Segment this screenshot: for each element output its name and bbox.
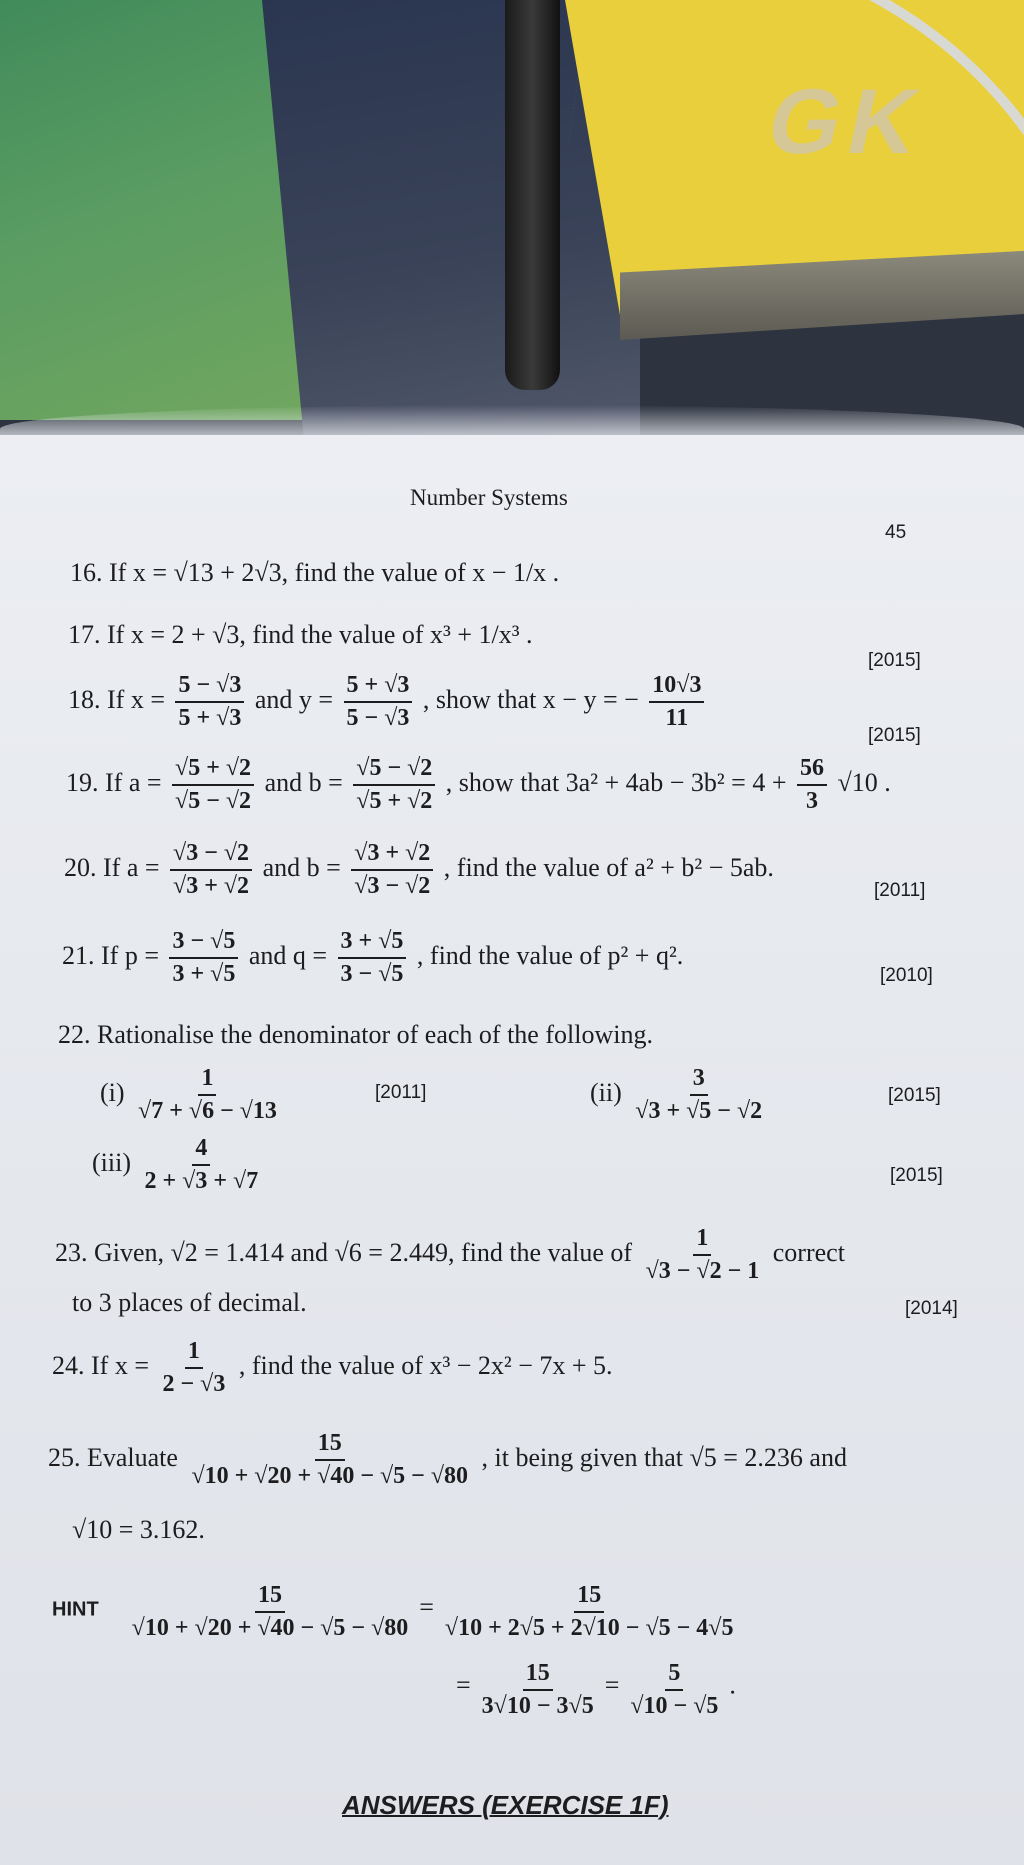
numerator: 3 + √5 bbox=[338, 928, 407, 959]
denominator: 11 bbox=[665, 705, 689, 731]
subquestion-iii bbox=[92, 1135, 265, 1195]
fraction bbox=[479, 1660, 597, 1720]
numerator: √3 + √2 bbox=[351, 840, 433, 871]
page-number: 45 bbox=[885, 522, 907, 543]
question-23 bbox=[55, 1225, 845, 1285]
fraction bbox=[169, 928, 238, 988]
denominator: 2 + √3 + √7 bbox=[144, 1168, 259, 1194]
denominator: √10 + √20 + √40 − √5 − √80 bbox=[131, 1615, 409, 1641]
question-number: 18. bbox=[68, 684, 101, 714]
denominator: √10 − √5 bbox=[630, 1693, 719, 1719]
numerator: √5 − √2 bbox=[353, 755, 435, 786]
question-text: If a = bbox=[105, 767, 162, 797]
year-tag: [2014] bbox=[905, 1298, 958, 1319]
numerator: 5 + √3 bbox=[344, 672, 413, 703]
numerator: 5 − √3 bbox=[175, 672, 244, 703]
question-17 bbox=[68, 620, 533, 650]
equals-sign: = bbox=[419, 1592, 434, 1622]
question-text: and b = bbox=[264, 767, 343, 797]
denominator: √10 + 2√5 + 2√10 − √5 − 4√5 bbox=[444, 1615, 734, 1641]
hint-label: HINT bbox=[52, 1598, 99, 1621]
question-23-line2: to 3 places of decimal. bbox=[72, 1288, 307, 1317]
question-25 bbox=[48, 1430, 847, 1490]
fraction bbox=[159, 1338, 228, 1398]
question-text: Given, √2 = 1.414 and √6 = 2.449, find the value of bbox=[94, 1237, 633, 1267]
fraction bbox=[135, 1065, 280, 1125]
question-text: If p = bbox=[101, 940, 159, 970]
year-tag: [2010] bbox=[880, 965, 933, 986]
question-text: and b = bbox=[262, 852, 341, 882]
denominator: 5 − √3 bbox=[346, 705, 410, 731]
numerator: √5 + √2 bbox=[172, 755, 254, 786]
question-24 bbox=[52, 1338, 613, 1398]
subquestion-i bbox=[100, 1065, 284, 1125]
question-number: 22. bbox=[58, 1020, 91, 1049]
question-text: If x = 2 + √3, find the value of x³ + 1/x³ . bbox=[107, 620, 533, 649]
question-22 bbox=[58, 1020, 653, 1050]
hint-line-2 bbox=[456, 1660, 736, 1720]
denominator: 3 bbox=[806, 788, 819, 814]
numerator: 56 bbox=[797, 755, 827, 786]
question-text: If x = bbox=[91, 1350, 149, 1380]
question-16 bbox=[70, 558, 559, 588]
question-text: If x = √13 + 2√3, find the value of x − 1/x . bbox=[109, 558, 560, 587]
denominator: 3√10 − 3√5 bbox=[481, 1693, 594, 1719]
denominator: √5 + √2 bbox=[356, 788, 433, 814]
denominator: 3 − √5 bbox=[340, 961, 404, 987]
period: . bbox=[729, 1670, 736, 1700]
numerator: 1 bbox=[198, 1065, 216, 1096]
year-tag: [2011] bbox=[874, 880, 926, 901]
denominator: √3 + √2 bbox=[173, 873, 250, 899]
numerator: √3 − √2 bbox=[170, 840, 252, 871]
question-number: 21. bbox=[62, 940, 95, 970]
book-logo: GK bbox=[759, 71, 935, 173]
question-text: , show that x − y = − bbox=[422, 684, 639, 714]
numerator: 15 bbox=[255, 1582, 285, 1613]
question-text: If a = bbox=[103, 852, 160, 882]
numerator: 1 bbox=[693, 1225, 711, 1256]
numerator: 4 bbox=[192, 1135, 210, 1166]
equals-sign: = bbox=[456, 1670, 471, 1700]
subquestion-label: (i) bbox=[100, 1077, 125, 1107]
equals-sign: = bbox=[604, 1670, 620, 1700]
fraction bbox=[172, 755, 254, 815]
subquestion-ii bbox=[590, 1065, 769, 1125]
question-text: , it being given that √5 = 2.236 and bbox=[481, 1442, 847, 1472]
fraction bbox=[344, 672, 413, 732]
numerator: 3 − √5 bbox=[169, 928, 238, 959]
numerator: 15 bbox=[523, 1660, 553, 1691]
page-header-title: Number Systems bbox=[410, 485, 568, 510]
subquestion-label: (iii) bbox=[92, 1147, 131, 1177]
question-text: and q = bbox=[248, 940, 328, 970]
question-text: Rationalise the denominator of each of the following. bbox=[97, 1020, 653, 1049]
fraction bbox=[649, 672, 704, 732]
numerator: 5 bbox=[665, 1660, 683, 1691]
fraction bbox=[643, 1225, 763, 1285]
question-text: √10 . bbox=[837, 767, 891, 797]
fraction bbox=[175, 672, 244, 732]
numerator: 3 bbox=[690, 1065, 708, 1096]
fraction bbox=[797, 755, 827, 815]
numerator: 10√3 bbox=[649, 672, 704, 703]
year-tag: [2015] bbox=[868, 650, 921, 671]
question-20 bbox=[64, 840, 774, 900]
question-25-line2: √10 = 3.162. bbox=[72, 1515, 205, 1544]
numerator: 1 bbox=[185, 1338, 203, 1369]
answers-heading: ANSWERS (EXERCISE 1F) bbox=[342, 1790, 669, 1820]
fraction bbox=[338, 928, 407, 988]
question-text: , find the value of p² + q². bbox=[416, 940, 684, 970]
question-number: 24. bbox=[52, 1350, 85, 1380]
fraction bbox=[442, 1582, 737, 1642]
year-tag: [2015] bbox=[888, 1085, 941, 1106]
subquestion-label: (ii) bbox=[590, 1077, 622, 1107]
question-18 bbox=[68, 672, 708, 732]
question-text: , show that 3a² + 4ab − 3b² = 4 + bbox=[445, 767, 787, 797]
question-number: 19. bbox=[66, 767, 99, 797]
fraction bbox=[627, 1660, 721, 1720]
question-number: 17. bbox=[68, 620, 101, 649]
denominator: √7 + √6 − √13 bbox=[138, 1098, 277, 1124]
question-text: If x = bbox=[107, 684, 165, 714]
question-text: , find the value of x³ − 2x² − 7x + 5. bbox=[238, 1350, 613, 1380]
denominator: √5 − √2 bbox=[175, 788, 252, 814]
hint-line-1 bbox=[52, 1582, 740, 1642]
denominator: 2 − √3 bbox=[162, 1371, 226, 1397]
denominator: √3 − √2 bbox=[354, 873, 431, 899]
numerator: 15 bbox=[315, 1430, 345, 1461]
denominator: √3 + √5 − √2 bbox=[635, 1098, 763, 1124]
fraction bbox=[632, 1065, 765, 1125]
denominator: √3 − √2 − 1 bbox=[645, 1258, 760, 1284]
fraction bbox=[142, 1135, 262, 1195]
question-21 bbox=[62, 928, 683, 988]
fraction bbox=[129, 1582, 412, 1642]
question-number: 20. bbox=[64, 852, 97, 882]
fraction bbox=[351, 840, 433, 900]
question-number: 16. bbox=[70, 558, 103, 587]
year-tag: [2011] bbox=[375, 1082, 427, 1103]
denominator: √10 + √20 + √40 − √5 − √80 bbox=[191, 1463, 469, 1489]
year-tag: [2015] bbox=[890, 1165, 943, 1186]
fraction bbox=[353, 755, 435, 815]
fraction bbox=[188, 1430, 471, 1490]
fraction bbox=[170, 840, 252, 900]
question-number: 23. bbox=[55, 1237, 88, 1267]
year-tag: [2015] bbox=[868, 725, 921, 746]
numerator: 15 bbox=[574, 1582, 604, 1613]
denominator: 5 + √3 bbox=[178, 705, 242, 731]
question-text: , find the value of a² + b² − 5ab. bbox=[443, 852, 774, 882]
question-text: Evaluate bbox=[87, 1442, 178, 1472]
question-19 bbox=[66, 755, 891, 815]
question-text: correct bbox=[772, 1237, 845, 1267]
question-text: and y = bbox=[254, 684, 334, 714]
denominator: 3 + √5 bbox=[172, 961, 236, 987]
question-number: 25. bbox=[48, 1442, 81, 1472]
